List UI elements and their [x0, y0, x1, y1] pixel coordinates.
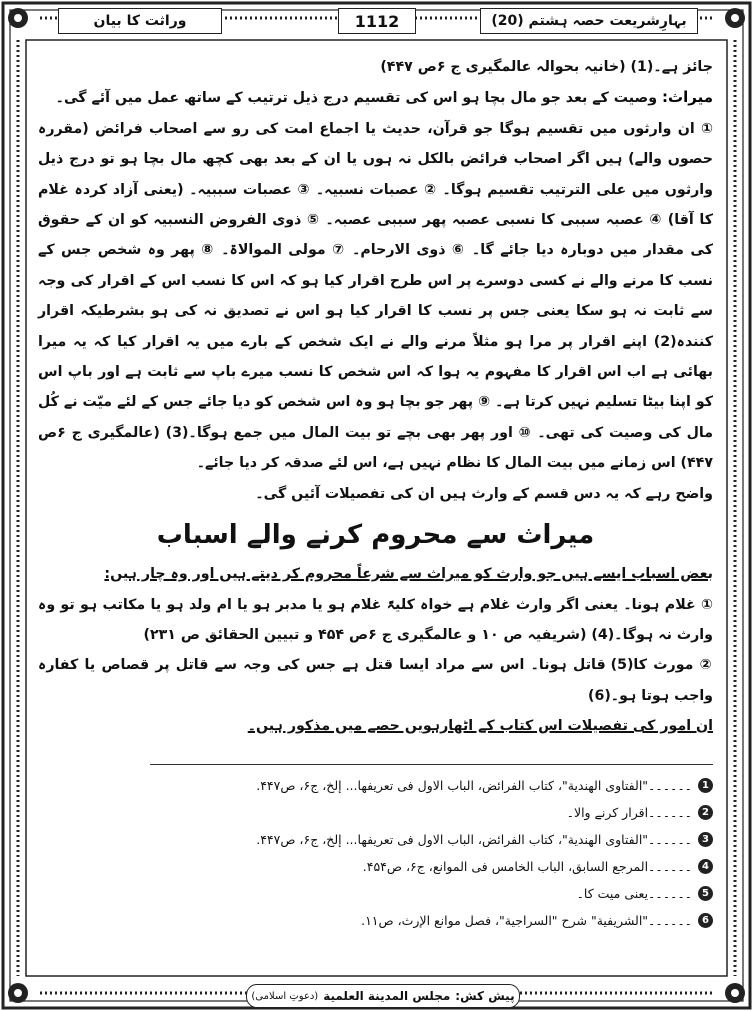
paragraph-4: واضح رہے کہ یہ دس قسم کے وارث ہیں ان کی تفصیلات آئیں گی۔ [255, 485, 713, 502]
footnotes [150, 772, 713, 934]
footnote-2 [150, 799, 713, 826]
footnote-6 [150, 907, 713, 934]
footnote-5 [150, 880, 713, 907]
paragraph-7: ② مورث کا(5) قاتل ہونا۔ اس سے مراد ایسا قتل ہے جس کی وجہ سے قاتل پر قصاص یا کفارہ واجب ہوتا ہو۔(6) [38, 657, 713, 704]
book-title: بہارِشریعت حصہ ہشتم (20) [491, 13, 687, 29]
paragraph-6: ① غلام ہونا۔ یعنی اگر وارث غلام ہے خواہ کلیۃً غلام ہو یا مدبر ہو یا ام ولد ہو یا مکاتب ہو تو وہ وارث نہ ہوگا۔(4) (شریفیہ ص ۱۰ و عالمگیری ج ۶ص ۴۵۴ و تبیین الحقائق ص ۲۳۱) [38, 596, 713, 643]
footnote-3 [150, 826, 713, 853]
footnote-text: ۔۔۔۔۔۔"الفتاوی الھندیة"، کتاب الفرائض، الباب الاول فی تعریفھا... إلخ، ج۶، ص۴۴۷. [256, 778, 692, 793]
footnote-text: ۔۔۔۔۔۔المرجع السابق، الباب الخامس فی الموانع، ج۶، ص۴۵۴. [362, 859, 692, 874]
footnote-text: ۔۔۔۔۔۔اقرار کرنے والا۔ [566, 805, 692, 820]
footnote-number: 5 [698, 886, 713, 901]
footnote-text: ۔۔۔۔۔۔یعنی میت کا۔ [576, 886, 692, 901]
footnote-1 [150, 772, 713, 799]
footer-suffix: (دعوتِ اسلامی) [251, 990, 319, 1002]
footnote-number: 2 [698, 805, 713, 820]
footer-prefix: پیش کش: [455, 989, 515, 1003]
main-text [38, 52, 713, 742]
page-number: 1112 [354, 11, 400, 31]
miras-label: میراث: [662, 88, 713, 107]
footnote-4 [150, 853, 713, 880]
footnote-number: 6 [698, 913, 713, 928]
publisher-name: مجلس المدینة العلمیة [323, 989, 451, 1003]
footnote-divider [150, 764, 713, 765]
footnote-number: 1 [698, 778, 713, 793]
paragraph-5: بعض اسباب ایسے ہیں جو وارث کو میراث سے شرعاً محروم کر دیتے ہیں اور وہ چار ہیں: [104, 566, 713, 583]
footnote-text: ۔۔۔۔۔۔"الفتاوی الھندیة"، کتاب الفرائض، الباب الاول فی تعریفھا... إلخ، ج۶، ص۴۴۷. [256, 832, 692, 847]
paragraph-3: ① ان وارثوں میں تقسیم ہوگا جو قرآن، حدیث یا اجماع امت کی رو سے اصحاب فرائض (مقررہ حصوں والے) ہیں اگر اصحاب فرائض بالکل نہ ہوں یا ان کے بعد بھی کچھ مال بچا ہو تو درج ذیل وارثوں میں علی الترتیب تقسیم ہوگا۔ ② عصبات نسبیہ۔ ③ عصبات سببیہ۔ (یعنی آزاد کردہ غلام کا آقا) ④ عصبہ سببی کا نسبی عصبہ پھر سببی عصبہ۔ ⑤ ذوی الفروض النسبیہ کو ان کے حقوق کی مقدار میں دوبارہ دیا جائے گا۔ ⑥ ذوی الارحام۔ ⑦ مولی الموالاۃ۔ ⑧ پھر وہ شخص جس کے نسب کا مرنے والے نے کسی دوسرے پر اس طرح اقرار کیا ہو کہ اس کا نسب اس کے اقرار کی وجہ سے ثابت نہ ہو سکا یعنی جس پر نسب کا اقرار کیا ہو اس نے تصدیق نہ کی ہو بشرطیکہ اقرار کنندہ(2) اپنے اقرار پر مرا ہو مثلاً مرنے والے نے ایک شخص کے بارے میں یہ اقرار کیا کہ یہ میرا بھائی ہے اب اس اقرار کا مفہوم یہ ہوا کہ اس شخص کا نسب میرے باپ سے ثابت ہے اور باپ اس کو اپنا بیٹا تسلیم نہیں کرتا ہے۔ ⑨ پھر جو بچا ہو وہ اس شخص کو دیا جائے جس کے لئے میّت نے کُل مال کی وصیت کی تھی۔ ⑩ اور پھر بھی بچے تو بیت المال میں جمع ہوگا۔(3) (عالمگیری ج ۶ص ۴۴۷) اس زمانے میں بیت المال کا نظام نہیں ہے، اس لئے صدقہ کر دیا جائے۔ [38, 120, 713, 472]
paragraph-8: ان امور کی تفصیلات اس کتاب کے اٹھارہویں حصے میں مذکور ہیں۔ [247, 718, 713, 735]
paragraph-1: جائز ہے۔(1) (خانیہ بحوالہ عالمگیری ج ۶ص ۴۴۷) [380, 59, 713, 75]
footnote-number: 3 [698, 832, 713, 847]
publisher-footer [246, 984, 520, 1008]
chapter-title-box [58, 8, 222, 34]
paragraph-2-text: وصیت کے بعد جو مال بچا ہو اس کی تقسیم درج ذیل ترتیب کے ساتھ عمل میں آئے گی۔ [55, 90, 658, 107]
section-heading: میراث سے محروم کرنے والے اسباب [156, 520, 595, 551]
footnote-number: 4 [698, 859, 713, 874]
footnote-text: ۔۔۔۔۔۔"الشریفیة" شرح "السراجیة"، فصل موانع الإرث، ص۱۱. [361, 913, 692, 928]
chapter-title: وراثت کا بیان [93, 13, 187, 29]
paragraph-2 [38, 82, 713, 113]
page-number-box [338, 8, 416, 34]
book-title-box [480, 8, 698, 34]
